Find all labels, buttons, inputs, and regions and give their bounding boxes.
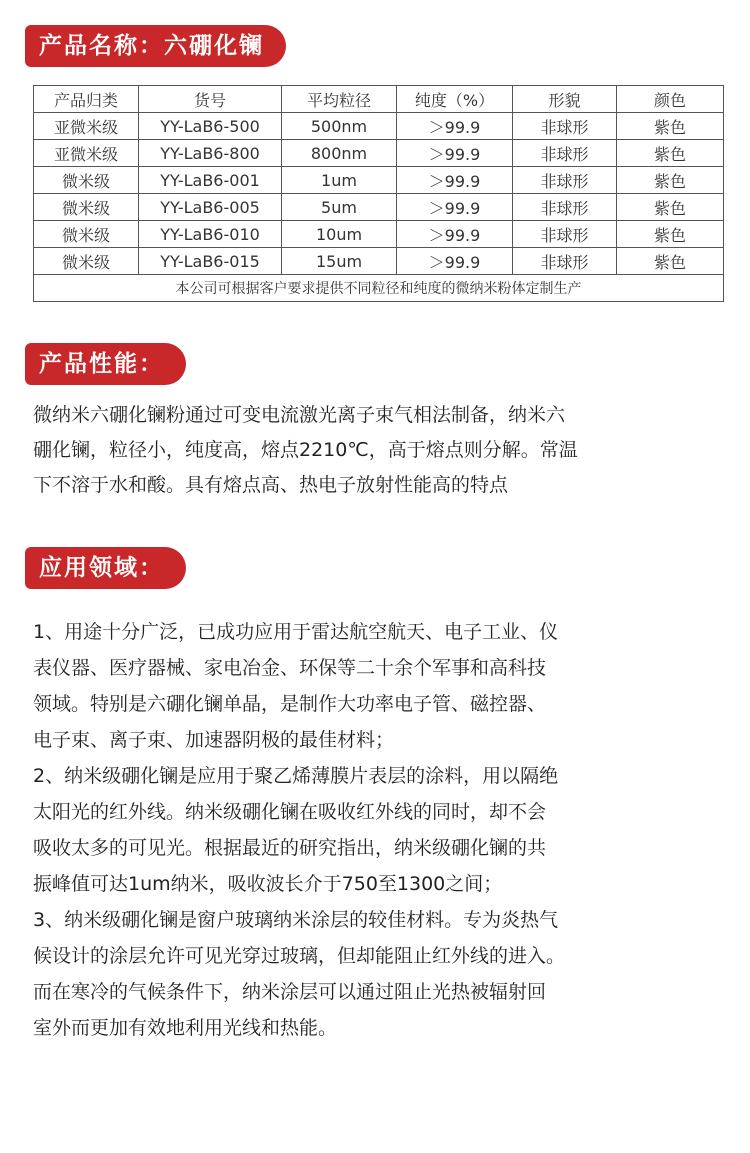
table-cell: 紫色 <box>617 221 724 248</box>
application-line: 太阳光的红外线。纳米级硼化镧在吸收红外线的同时，却不会 <box>33 801 547 823</box>
table-cell: YY-LaB6-010 <box>139 221 282 248</box>
table-cell: YY-LaB6-015 <box>139 248 282 275</box>
table-cell: 非球形 <box>513 140 617 167</box>
table-cell: 非球形 <box>513 194 617 221</box>
table-cell: 紫色 <box>617 167 724 194</box>
table-cell: 10um <box>282 221 397 248</box>
application-paragraph <box>33 614 723 1046</box>
table-cell: 500nm <box>282 113 397 140</box>
table-cell: 微米级 <box>34 248 139 275</box>
table-cell: 非球形 <box>513 167 617 194</box>
table-cell: ＞99.9 <box>397 167 513 194</box>
table-cell: 紫色 <box>617 248 724 275</box>
application-line: 领域。特别是六硼化镧单晶，是制作大功率电子管、磁控器、 <box>33 693 547 715</box>
table-cell: 1um <box>282 167 397 194</box>
table-cell: 微米级 <box>34 221 139 248</box>
table-header-cell: 形貌 <box>513 86 617 113</box>
table-cell: 微米级 <box>34 167 139 194</box>
performance-line: 微纳米六硼化镧粉通过可变电流激光离子束气相法制备，纳米六 <box>33 404 566 426</box>
table-row <box>34 167 724 194</box>
table-cell: YY-LaB6-005 <box>139 194 282 221</box>
table-cell: 非球形 <box>513 113 617 140</box>
application-line: 2、纳米级硼化镧是应用于聚乙烯薄膜片表层的涂料，用以隔绝 <box>33 765 559 787</box>
table-header-cell: 平均粒径 <box>282 86 397 113</box>
table-cell: 紫色 <box>617 140 724 167</box>
table-cell: ＞99.9 <box>397 113 513 140</box>
section-title-application: 应用领域： <box>25 547 186 589</box>
table-cell: YY-LaB6-800 <box>139 140 282 167</box>
table-row <box>34 140 724 167</box>
application-line: 3、纳米级硼化镧是窗户玻璃纳米涂层的较佳材料。专为炎热气 <box>33 909 559 931</box>
performance-paragraph <box>33 398 723 503</box>
application-line: 1、用途十分广泛，已成功应用于雷达航空航天、电子工业、仪 <box>33 621 559 643</box>
table-cell: YY-LaB6-001 <box>139 167 282 194</box>
application-line: 振峰值可达1um纳米，吸收波长介于750至1300之间； <box>33 873 503 895</box>
performance-line: 硼化镧，粒径小，纯度高，熔点2210℃，高于熔点则分解。常温 <box>33 439 578 461</box>
application-line: 电子束、离子束、加速器阴极的最佳材料； <box>33 729 395 751</box>
table-cell: ＞99.9 <box>397 221 513 248</box>
application-line: 吸收太多的可见光。根据最近的研究指出，纳米级硼化镧的共 <box>33 837 547 859</box>
application-line: 表仪器、医疗器械、家电冶金、环保等二十余个军事和高科技 <box>33 657 547 679</box>
table-header-row <box>34 86 724 113</box>
table-cell: 非球形 <box>513 221 617 248</box>
table-cell: 亚微米级 <box>34 140 139 167</box>
table-note: 本公司可根据客户要求提供不同粒径和纯度的微纳米粉体定制生产 <box>34 275 724 302</box>
table-cell: 紫色 <box>617 194 724 221</box>
section-title-product-name: 产品名称：六硼化镧 <box>25 25 286 67</box>
table-cell: 紫色 <box>617 113 724 140</box>
table-row <box>34 248 724 275</box>
table-header-cell: 纯度（%） <box>397 86 513 113</box>
spec-table <box>33 85 724 302</box>
application-line: 而在寒冷的气候条件下，纳米涂层可以通过阻止光热被辐射回 <box>33 981 547 1003</box>
table-cell: ＞99.9 <box>397 140 513 167</box>
table-row <box>34 194 724 221</box>
table-row <box>34 113 724 140</box>
table-cell: YY-LaB6-500 <box>139 113 282 140</box>
table-header-cell: 颜色 <box>617 86 724 113</box>
application-line: 候设计的涂层允许可见光穿过玻璃，但却能阻止红外线的进入。 <box>33 945 566 967</box>
table-cell: ＞99.9 <box>397 248 513 275</box>
table-cell: 5um <box>282 194 397 221</box>
section-title-performance: 产品性能： <box>25 343 186 385</box>
table-row <box>34 221 724 248</box>
table-cell: 亚微米级 <box>34 113 139 140</box>
performance-line: 下不溶于水和酸。具有熔点高、热电子放射性能高的特点 <box>33 474 509 496</box>
table-cell: 800nm <box>282 140 397 167</box>
table-cell: ＞99.9 <box>397 194 513 221</box>
application-line: 室外而更加有效地利用光线和热能。 <box>33 1017 338 1039</box>
table-cell: 15um <box>282 248 397 275</box>
table-note-row <box>34 275 724 302</box>
table-cell: 非球形 <box>513 248 617 275</box>
table-header-cell: 产品归类 <box>34 86 139 113</box>
table-cell: 微米级 <box>34 194 139 221</box>
table-header-cell: 货号 <box>139 86 282 113</box>
